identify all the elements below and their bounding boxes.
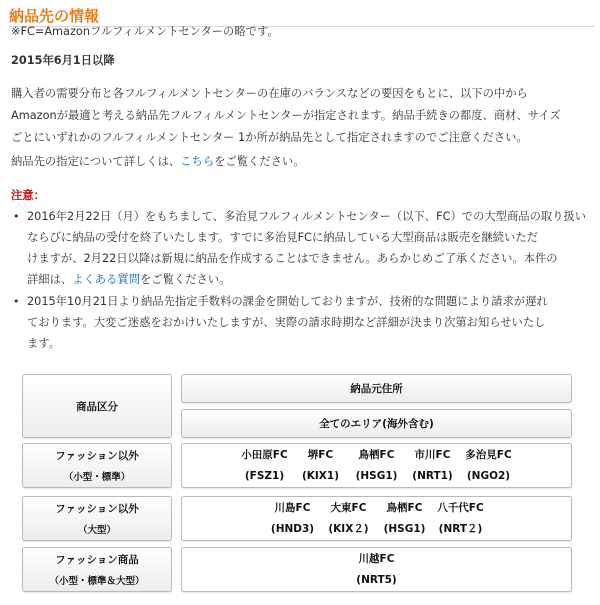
bullet-icon: • xyxy=(13,295,20,308)
intro-line-3: ごとにいずれかのフルフィルメントセンター 1か所が納品先として指定されますのでご注意ください。 xyxy=(11,131,528,144)
fc-code: (NRT1) xyxy=(412,469,453,482)
category-header-label: 商品区分 xyxy=(76,400,118,413)
category-label: ファッション商品 xyxy=(55,553,139,566)
fc-code: (FSZ1) xyxy=(244,469,285,482)
address-header-label: 納品元住所 xyxy=(350,383,403,395)
fc-codes-row xyxy=(265,519,489,540)
details-line xyxy=(11,152,305,172)
fc-code: (NRT２) xyxy=(438,522,483,535)
all-areas-label: 全てのエリア(海外含む) xyxy=(319,418,434,430)
fc-name: 八千代FC xyxy=(437,501,484,514)
category-cell-3 xyxy=(22,547,172,592)
fc-name: 大東FC xyxy=(330,501,367,514)
fc-code: (KIX２) xyxy=(328,522,369,535)
category-label: ファッション以外 xyxy=(55,502,139,515)
fc-name: 鳥栖FC xyxy=(358,448,395,461)
category-sub-label: （小型・標準） xyxy=(63,471,131,483)
fc-code: (NGO2) xyxy=(466,469,511,482)
fc-code: (HSG1) xyxy=(355,469,398,482)
notice-1-line-1: 2016年2月22日（月）をもちまして、多治見フルフィルメントセンター（以下、FC）での大型商品の取り扱い xyxy=(27,210,587,223)
fc-name: 堺FC xyxy=(307,448,334,461)
category-label: ファッション以外 xyxy=(55,449,139,462)
bullet-icon: • xyxy=(13,210,20,223)
fc-cell-3 xyxy=(181,547,572,592)
notice-1-line-3: けますが、2月22日以降は新規に納品を作成することはできません。あらかじめご了承ください。本件の xyxy=(27,252,558,265)
category-cell-1 xyxy=(22,443,172,488)
category-sub-label: （小型・標準＆大型） xyxy=(49,575,145,587)
notice-2-line-1: 2015年10月21日より納品先指定手数料の課金を開始しておりますが、技術的な問題により請求が遅れ xyxy=(27,295,548,308)
details-suffix: をご覧ください。 xyxy=(214,155,305,168)
fc-code: (KIX1) xyxy=(301,469,340,482)
notice-1-line-4 xyxy=(27,270,230,290)
all-areas-header xyxy=(181,409,572,438)
notice-1-suffix: をご覧ください。 xyxy=(140,273,231,286)
fc-code: (NRT5) xyxy=(356,573,397,586)
category-sub-label: （大型） xyxy=(77,524,116,536)
notice-2-line-2: ております。大変ご迷惑をおかけいたしますが、実際の請求時期など詳細が決まり次第お知らせいたし xyxy=(27,316,546,329)
address-header xyxy=(181,374,572,403)
category-header xyxy=(22,374,172,438)
fc-code: (HSG1) xyxy=(383,522,426,535)
notice-1-prefix: 詳細は、 xyxy=(27,273,73,286)
fc-name: 川島FC xyxy=(274,501,311,514)
intro-line-1: 購入者の需要分布と各フルフィルメントセンターの在庫のバランスなどの要因をもとに、以下の中から xyxy=(11,87,528,100)
notice-2-line-3: ます。 xyxy=(27,337,60,350)
intro-line-2: Amazonが最適と考える納品先フルフィルメントセンターが指定されます。納品手続きの都度、商材、サイズ xyxy=(11,109,561,122)
fc-name: 市川FC xyxy=(414,448,451,461)
fc-names-row xyxy=(265,498,489,519)
fc-name: 鳥栖FC xyxy=(386,501,423,514)
category-cell-2 xyxy=(22,496,172,541)
date-heading: 2015年6月1日以降 xyxy=(11,54,115,67)
fc-names-row xyxy=(349,549,405,570)
fc-cell-2 xyxy=(181,496,572,541)
fc-codes-row xyxy=(349,570,405,591)
fc-note: ※FC=Amazonフルフィルメントセンターの略です。 xyxy=(11,25,279,38)
fc-name: 多治見FC xyxy=(465,448,512,461)
fc-cell-1 xyxy=(181,443,572,488)
notice-1-line-2: ならびに納品の受付を終了いたします。すでに多治見FCに納品している大型商品は販売を継続いただ xyxy=(27,231,538,244)
fc-codes-row xyxy=(237,466,517,487)
details-prefix: 納品先の指定について詳しくは、 xyxy=(11,155,181,168)
fc-names-row xyxy=(237,445,517,466)
notice-label: 注意： xyxy=(11,189,45,202)
fc-code: (HND3) xyxy=(270,522,315,535)
page-title: 納品先の情報 xyxy=(9,7,100,25)
faq-link[interactable]: よくある質問 xyxy=(72,273,140,286)
fc-name: 川越FC xyxy=(358,552,395,565)
details-link[interactable]: こちら xyxy=(180,155,215,168)
fc-name: 小田原FC xyxy=(241,448,288,461)
